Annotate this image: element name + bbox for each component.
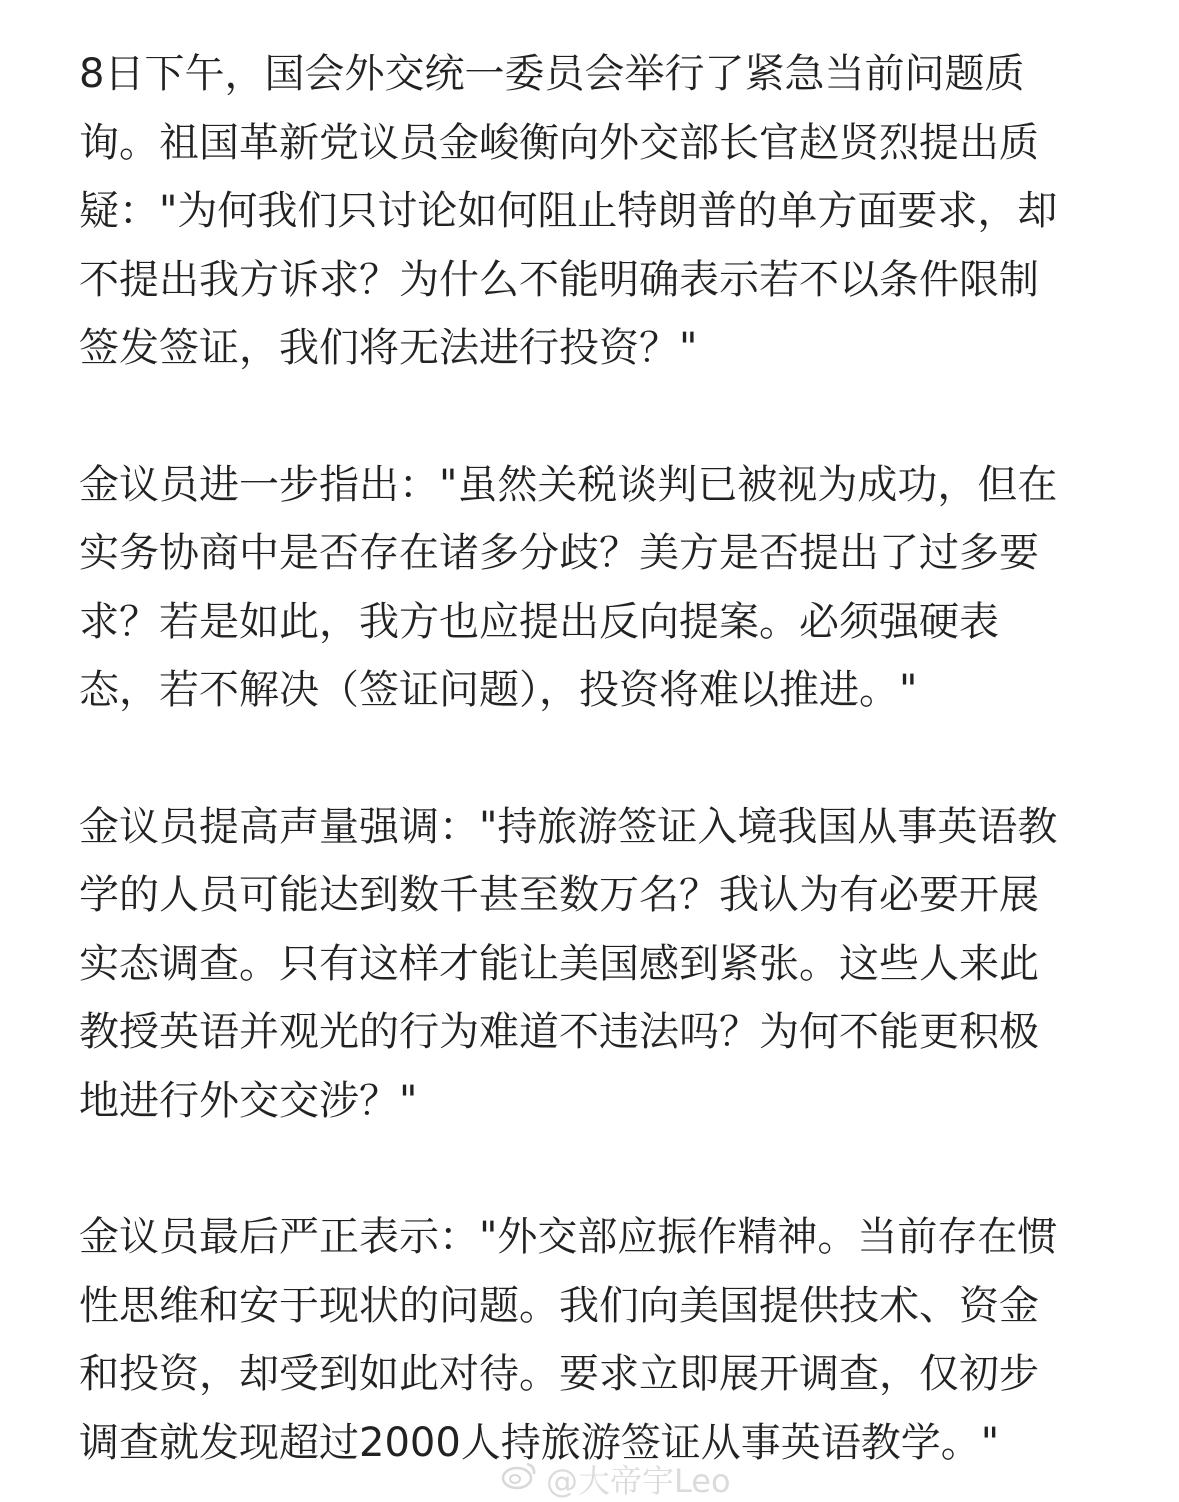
- article-paragraph: 金议员提高声量强调："持旅游签证入境我国从事英语教 学的人员可能达到数千甚至数万名？我认为有必要开展 实态调查。只有这样才能让美国感到紧张。这些人来此 教授英语并观光的行为难道不违法吗？为何不能更积极 地进行外交交涉？": [79, 803, 1058, 1124]
- article-paragraph: 金议员进一步指出："虽然关税谈判已被视为成功，但在 实务协商中是否存在诸多分歧？美方是否提出了过多要 求？若是如此，我方也应提出反向提案。必须强硬表 态，若不解决（签证问题），投资将难以推进。": [79, 461, 1058, 713]
- watermark-text: @大帝宇Leo: [546, 1462, 731, 1500]
- article-body: [79, 40, 1109, 1477]
- article-paragraph: 8日下午，国会外交统一委员会举行了紧急当前问题质 询。祖国革新党议员金峻衡向外交部长官赵贤烈提出质 疑："为何我们只讨论如何阻止特朗普的单方面要求，却 不提出我方诉求？为什么不能明确表示若不以条件限制 签发签证，我们将无法进行投资？": [79, 51, 1058, 371]
- article-paragraph: 金议员最后严正表示："外交部应振作精神。当前存在惯 性思维和安于现状的问题。我们向美国提供技术、资金 和投资，却受到如此对待。要求立即展开调查，仅初步 调查就发现超过2000人持旅游签证从事英语教学。": [79, 1214, 1058, 1466]
